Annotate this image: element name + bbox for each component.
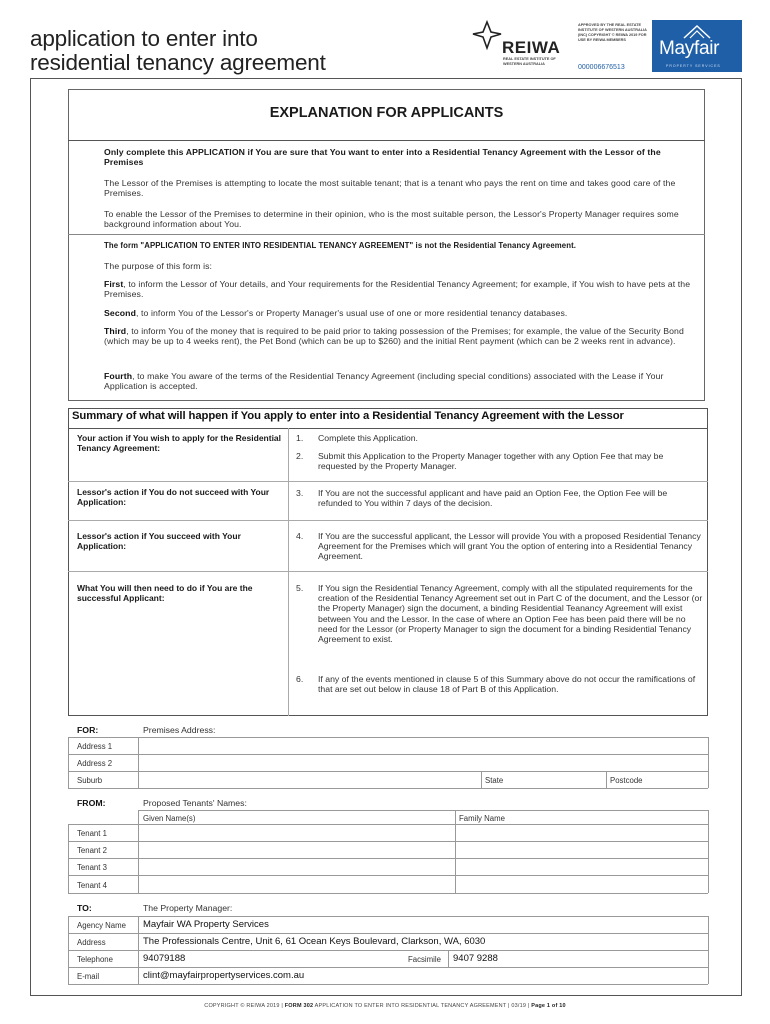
summary-item-number: 4. [296,531,304,541]
address1-label: Address 1 [77,742,113,751]
summary-row-label: Lessor's action if You do not succeed with Your Application: [77,487,270,507]
from-label: FROM: [77,798,106,808]
purpose-third-text: , to inform You of the money that is required to be paid prior to taking possession of the Premises; for example, the value of the Security Bond (which may be up to 4 weeks rent), the Pet Bond (which can be up to $260) and the initial Rent payment (which can be 2 weeks rent in advance). [104,326,684,347]
grid-line [138,810,708,811]
summary-column-divider [288,428,289,716]
telephone-label: Telephone [77,955,113,964]
grid-line [68,893,708,894]
purpose-first [104,279,699,299]
tenants-heading: Proposed Tenants' Names: [143,798,247,808]
telephone-value[interactable]: 94079188 [143,953,186,964]
grid-line [68,967,708,968]
state-input[interactable] [512,772,605,788]
form-title-line2: residential tenancy agreement [30,50,326,75]
summary-item-text: If You are not the successful applicant and have paid an Option Fee, the Option Fee will be refunded to You within 7 days of the decision. [318,488,668,509]
grid-line [68,950,708,951]
reiwa-logo [470,20,575,72]
address-label: Address [77,938,106,947]
grid-line [68,984,708,985]
grid-line [606,771,607,788]
form-title [30,27,326,75]
agency-name-value[interactable]: Mayfair WA Property Services [143,919,269,930]
summary-item-text: If any of the events mentioned in clause 5 of this Summary above do not occur the ramifications of that are set out below in clause 18 of Part B of this Application. [318,674,696,695]
tenant1-family-input[interactable] [456,825,707,841]
summary-row-label: Your action if You wish to apply for the Residential Tenancy Agreement: [77,433,282,453]
explanation-para-1: The Lessor of the Premises is attempting to locate the most suitable tenant; that is a tenant who pays the rent on time and takes good care of the Premises. [104,178,676,199]
grid-line [448,950,449,967]
grid-line [68,933,708,934]
tenant-label: Tenant 1 [77,829,107,838]
to-label: TO: [77,903,92,913]
address2-label: Address 2 [77,759,113,768]
explanation-title: EXPLANATION FOR APPLICANTS [269,105,504,121]
summary-item-number: 1. [296,433,304,443]
agency-name-label: Agency Name [77,921,126,930]
purpose-fourth-label: Fourth [104,371,133,381]
purpose-heading: The purpose of this form is: [104,261,213,271]
facsimile-value[interactable]: 9407 9288 [453,953,498,964]
email-value[interactable]: clint@mayfairpropertyservices.com.au [143,970,305,981]
purpose-fourth [104,371,699,391]
purpose-third-label: Third [104,326,127,336]
tenant3-given-input[interactable] [139,859,454,875]
mayfair-wordmark: Mayfair [659,38,720,59]
grid-line [68,737,69,788]
grid-line [708,810,709,893]
footer-copyright: COPYRIGHT © REIWA 2019 | [204,1003,285,1009]
reiwa-wordmark: REIWA [502,38,561,57]
grid-line [68,824,69,893]
explanation-para-2: To enable the Lessor of the Premises to determine in their opinion, who is the most suitable person, the Lessor's Property Manager requires some background information about You. [104,209,679,230]
summary-title: Summary of what will happen if You apply to enter into a Residential Tenancy Agreement with the Lessor [72,410,624,422]
tenant-label: Tenant 3 [77,863,107,872]
grid-line [708,737,709,788]
for-label: FOR: [77,725,99,735]
postcode-label: Postcode [610,776,643,785]
tenant1-given-input[interactable] [139,825,454,841]
summary-item-number: 3. [296,488,304,498]
summary-item-text: Complete this Application. [318,433,418,443]
page-footer [0,1003,770,1009]
purpose-second [104,308,699,318]
grid-line [68,916,708,917]
summary-item-text: If You are the successful applicant, the Lessor will provide You with a proposed Residential Tenancy Agreement for the Premises which will grant You the option of entering into a Residential Tenancy Agreement. [318,531,701,562]
family-name-header: Family Name [459,814,505,823]
address2-input[interactable] [139,755,707,771]
purpose-third [104,326,699,346]
tenant3-family-input[interactable] [456,859,707,875]
footer-form-title: APPLICATION TO ENTER INTO RESIDENTIAL TENANCY AGREEMENT | 03/19 | [313,1003,532,1009]
purpose-first-text: , to inform the Lessor of Your details, and Your requirements for the Residential Tenancy Agreement; for example, if You wish to have pets at the Premises. [104,279,691,300]
approval-notice: APPROVED BY THE REAL ESTATE INSTITUTE OF WESTERN AUSTRALIA (INC) COPYRIGHT © REIWA 2019 FOR USE BY REIWA MEMBERS [578,23,647,42]
premises-heading: Premises Address: [143,725,216,735]
address-value[interactable]: The Professionals Centre, Unit 6, 61 Ocean Keys Boulevard, Clarkson, WA, 6030 [143,936,486,947]
grid-line [481,771,482,788]
tenant4-family-input[interactable] [456,876,707,893]
summary-item-number: 6. [296,674,304,684]
tenant2-family-input[interactable] [456,842,707,858]
summary-row-divider [68,520,708,521]
tenant2-given-input[interactable] [139,842,454,858]
grid-line [68,916,69,984]
postcode-input[interactable] [650,772,707,788]
summary-item-number: 5. [296,583,304,593]
email-label: E-mail [77,972,100,981]
grid-line [138,916,139,984]
summary-row-divider [68,571,708,572]
reiwa-subtitle: REAL ESTATE INSTITUTE OF WESTERN AUSTRALIA [503,57,556,66]
purpose-first-label: First [104,279,124,289]
footer-page-number: Page 1 of 10 [531,1003,566,1009]
grid-line [68,788,708,789]
summary-row-divider [68,481,708,482]
purpose-fourth-text: , to make You aware of the terms of the Residential Tenancy Agreement (including special conditions) associated with the Lease if Your Application is accepted. [104,371,664,392]
summary-row-label: Lessor's action if You succeed with Your Application: [77,531,241,551]
property-manager-heading: The Property Manager: [143,903,233,913]
summary-item-number: 2. [296,451,304,461]
tenant4-given-input[interactable] [139,876,454,893]
given-name-header: Given Name(s) [143,814,196,823]
summary-header-line [68,428,708,429]
state-label: State [485,776,504,785]
facsimile-label: Facsimile [408,955,441,964]
mayfair-logo [652,20,742,72]
approval-number: 000006676513 [578,64,625,71]
summary-item-text: Submit this Application to the Property Manager together with any Option Fee that may be requested by the Property Manager. [318,451,664,472]
form-title-line1: application to enter into [30,26,258,51]
divider [68,234,705,235]
notice-statement: The form "APPLICATION TO ENTER INTO RESIDENTIAL TENANCY AGREEMENT" is not the Residential Tenancy Agreement. [104,241,577,250]
tenant-label: Tenant 4 [77,881,107,890]
intro-statement: Only complete this APPLICATION if You are sure that You want to enter into a Residential Tenancy Agreement with the Lessor of the Premises [104,147,661,168]
reiwa-star-icon [470,20,504,50]
suburb-input[interactable] [139,772,480,788]
mayfair-subtitle: PROPERTY SERVICES [666,64,721,68]
suburb-label: Suburb [77,776,103,785]
summary-row-label: What You will then need to do if You are the successful Applicant: [77,583,253,603]
summary-item-text: If You sign the Residential Tenancy Agreement, comply with all the stipulated requirements for the creation of the Residential Tenancy Agreement set out in Part C of the document, and the Lessor (or the Property Manager) sign the document, a binding Residential Teanancy Agreement will exist between You and the Lessor. In the case of where an Option Fee has been paid there will be no need for the Lessor (or Property Manager to sign the document for a binding Residential Tenancy Agreement to exist. [318,583,703,645]
purpose-second-label: Second [104,308,136,318]
address1-input[interactable] [139,738,707,754]
grid-line [708,916,709,984]
tenant-label: Tenant 2 [77,846,107,855]
purpose-second-text: , to inform You of the Lessor's or Property Manager's usual use of one or more residential tenancy databases. [135,308,568,318]
footer-form-number: FORM 302 [284,1003,314,1009]
